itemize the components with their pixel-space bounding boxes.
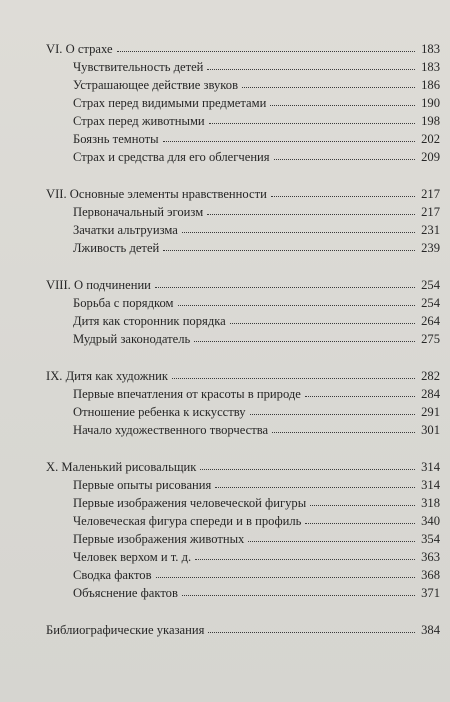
item-title: Страх перед животными	[73, 114, 205, 128]
toc-chapter-entry[interactable]	[46, 367, 440, 385]
page-number: 384	[421, 623, 440, 637]
dot-leader	[270, 102, 415, 106]
page-number: 363	[421, 550, 440, 564]
toc-chapter-entry[interactable]	[46, 458, 440, 476]
toc-item[interactable]	[46, 476, 440, 494]
item-title: Борьба с порядком	[73, 296, 174, 310]
page-number: 198	[421, 114, 440, 128]
toc-chapter-entry[interactable]	[46, 40, 440, 58]
toc-item[interactable]	[46, 403, 440, 421]
dot-leader	[248, 538, 415, 542]
page-number: 314	[421, 460, 440, 474]
dot-leader	[215, 484, 415, 488]
toc-item[interactable]	[46, 584, 440, 602]
item-title: Первые изображения человеческой фигуры	[73, 496, 307, 510]
item-title: Мудрый законодатель	[73, 332, 191, 346]
item-title: Зачатки альтруизма	[73, 223, 178, 237]
page-number: 282	[421, 369, 440, 383]
dot-leader	[182, 592, 415, 596]
toc-item[interactable]	[46, 76, 440, 94]
dot-leader	[207, 66, 415, 70]
page-number: 291	[421, 405, 440, 419]
toc-item[interactable]	[46, 239, 440, 257]
page-number: 209	[421, 150, 440, 164]
page-number: 186	[421, 78, 440, 92]
chapter-title: VIII. О подчинении	[46, 278, 151, 292]
page-number: 254	[421, 296, 440, 310]
item-title: Объяснение фактов	[73, 586, 178, 600]
page-number: 202	[421, 132, 440, 146]
page-number: 190	[421, 96, 440, 110]
chapter-title: VI. О страхе	[46, 42, 113, 56]
toc-item[interactable]	[46, 421, 440, 439]
toc-item[interactable]	[46, 58, 440, 76]
page-number: 183	[421, 60, 440, 74]
toc-item[interactable]	[46, 148, 440, 166]
toc-section-obedience	[46, 276, 440, 348]
dot-leader	[271, 193, 415, 197]
toc-item[interactable]	[46, 330, 440, 348]
chapter-title: Библиографические указания	[46, 623, 205, 637]
page-number: 254	[421, 278, 440, 292]
dot-leader	[178, 302, 416, 306]
page-number: 340	[421, 514, 440, 528]
dot-leader	[207, 211, 415, 215]
chapter-title: VII. Основные элементы нравственности	[46, 187, 267, 201]
dot-leader	[117, 48, 415, 52]
page-number: 217	[421, 205, 440, 219]
dot-leader	[242, 84, 415, 88]
toc-section-bibliography	[46, 621, 440, 639]
page-number: 368	[421, 568, 440, 582]
dot-leader	[155, 284, 415, 288]
toc-item[interactable]	[46, 203, 440, 221]
toc-item[interactable]	[46, 112, 440, 130]
toc-item[interactable]	[46, 94, 440, 112]
page-number: 301	[421, 423, 440, 437]
toc-section-artist	[46, 367, 440, 439]
dot-leader	[209, 120, 415, 124]
item-title: Отношение ребенка к искусству	[73, 405, 246, 419]
toc-section-drawer	[46, 458, 440, 602]
toc-item[interactable]	[46, 530, 440, 548]
dot-leader	[194, 338, 415, 342]
item-title: Человеческая фигура спереди и в профиль	[73, 514, 302, 528]
page-number: 275	[421, 332, 440, 346]
dot-leader	[274, 156, 415, 160]
toc-item[interactable]	[46, 566, 440, 584]
dot-leader	[250, 411, 415, 415]
item-title: Сводка фактов	[73, 568, 152, 582]
item-title: Устрашающее действие звуков	[73, 78, 239, 92]
toc-item[interactable]	[46, 512, 440, 530]
page-number: 284	[421, 387, 440, 401]
item-title: Первоначальный эгоизм	[73, 205, 204, 219]
dot-leader	[200, 466, 415, 470]
toc-item[interactable]	[46, 548, 440, 566]
page-number: 231	[421, 223, 440, 237]
item-title: Первые изображения животных	[73, 532, 245, 546]
dot-leader	[305, 393, 415, 397]
page-number: 371	[421, 586, 440, 600]
dot-leader	[310, 502, 415, 506]
item-title: Лживость детей	[73, 241, 160, 255]
toc-chapter-entry[interactable]	[46, 185, 440, 203]
item-title: Человек верхом и т. д.	[73, 550, 192, 564]
item-title: Страх и средства для его облегчения	[73, 150, 270, 164]
dot-leader	[305, 520, 415, 524]
page-number: 183	[421, 42, 440, 56]
page-number: 217	[421, 187, 440, 201]
page-number: 354	[421, 532, 440, 546]
table-of-contents	[46, 40, 440, 639]
dot-leader	[230, 320, 415, 324]
page-number: 264	[421, 314, 440, 328]
toc-item[interactable]	[46, 294, 440, 312]
toc-chapter-entry[interactable]	[46, 276, 440, 294]
chapter-title: X. Маленький рисовальщик	[46, 460, 197, 474]
item-title: Первые опыты рисования	[73, 478, 212, 492]
dot-leader	[208, 629, 415, 633]
toc-section-morality	[46, 185, 440, 257]
dot-leader	[163, 247, 415, 251]
item-title: Страх перед видимыми предметами	[73, 96, 267, 110]
toc-item[interactable]	[46, 221, 440, 239]
dot-leader	[272, 429, 415, 433]
toc-chapter-entry[interactable]	[46, 621, 440, 639]
dot-leader	[172, 375, 415, 379]
dot-leader	[195, 556, 415, 560]
dot-leader	[156, 574, 415, 578]
toc-item[interactable]	[46, 494, 440, 512]
toc-item[interactable]	[46, 312, 440, 330]
item-title: Первые впечатления от красоты в природе	[73, 387, 301, 401]
item-title: Дитя как сторонник порядка	[73, 314, 226, 328]
item-title: Чувствительность детей	[73, 60, 204, 74]
chapter-title: IX. Дитя как художник	[46, 369, 168, 383]
dot-leader	[182, 229, 415, 233]
item-title: Боязнь темноты	[73, 132, 159, 146]
page-number: 314	[421, 478, 440, 492]
toc-item[interactable]	[46, 385, 440, 403]
toc-item[interactable]	[46, 130, 440, 148]
item-title: Начало художественного творчества	[73, 423, 269, 437]
page-number: 318	[421, 496, 440, 510]
page-number: 239	[421, 241, 440, 255]
dot-leader	[163, 138, 415, 142]
toc-section-fear	[46, 40, 440, 166]
